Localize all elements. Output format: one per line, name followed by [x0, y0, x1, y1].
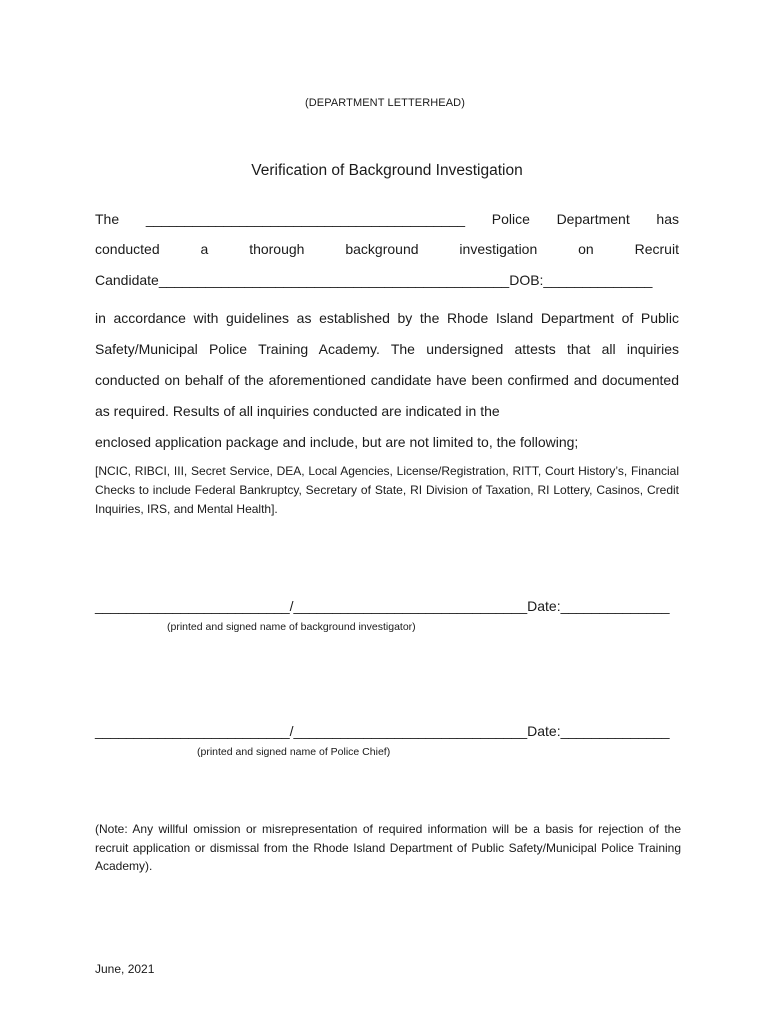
statement-line-1 [95, 211, 679, 227]
inquiry-list: [NCIC, RIBCI, III, Secret Service, DEA, Local Agencies, License/Registration, RITT, Court History’s, Financial Checks to include Federal Bankruptcy, Secretary of State, RI Division of Taxation, RI Lottery, Casinos, Credit Inquiries, IRS, and Mental Health]. [95, 464, 679, 516]
investigator-signature-line[interactable]: _________________________/______________________________Date:______________ [95, 598, 670, 614]
word: thorough [249, 241, 305, 257]
word: The [95, 211, 120, 227]
word: has [656, 211, 679, 227]
word: conducted [95, 241, 160, 257]
police-chief-signature-caption: (printed and signed name of Police Chief) [197, 746, 391, 758]
statement-line-2 [95, 241, 679, 257]
letterhead-placeholder: (DEPARTMENT LETTERHEAD) [305, 97, 465, 109]
attestation-text-last-line: enclosed application package and include, but are not limited to, the following; [95, 434, 579, 450]
attestation-paragraph [95, 303, 679, 458]
investigator-signature-caption: (printed and signed name of background investigator) [167, 621, 416, 633]
word: background [345, 241, 419, 257]
police-chief-signature-line[interactable]: _________________________/______________________________Date:______________ [95, 723, 670, 739]
department-name-blank[interactable]: _________________________________________ [145, 211, 466, 227]
candidate-dob-line[interactable]: Candidate_____________________________________________DOB:______________ [95, 272, 653, 288]
word: Police [491, 211, 530, 227]
note-paragraph: (Note: Any willful omission or misrepresentation of required information will be a basis for rejection of the recruit application or dismissal from the Rhode Island Department of Public Safety/Municipal Police Training Academy). [95, 822, 681, 873]
word: Recruit [634, 241, 679, 257]
document-title: Verification of Background Investigation [251, 162, 523, 179]
word: Department [556, 211, 630, 227]
footer-date: June, 2021 [95, 962, 155, 976]
word: on [578, 241, 594, 257]
word: a [200, 241, 209, 257]
word: investigation [459, 241, 538, 257]
attestation-text: in accordance with guidelines as established by the Rhode Island Department of Public Safety/Municipal Police Training Academy. The undersigned attests that all inquiries conducted on behalf of the aforementioned candidate have been confirmed and documented as required. Results of all inquiries conducted are indicated in the [95, 310, 679, 419]
